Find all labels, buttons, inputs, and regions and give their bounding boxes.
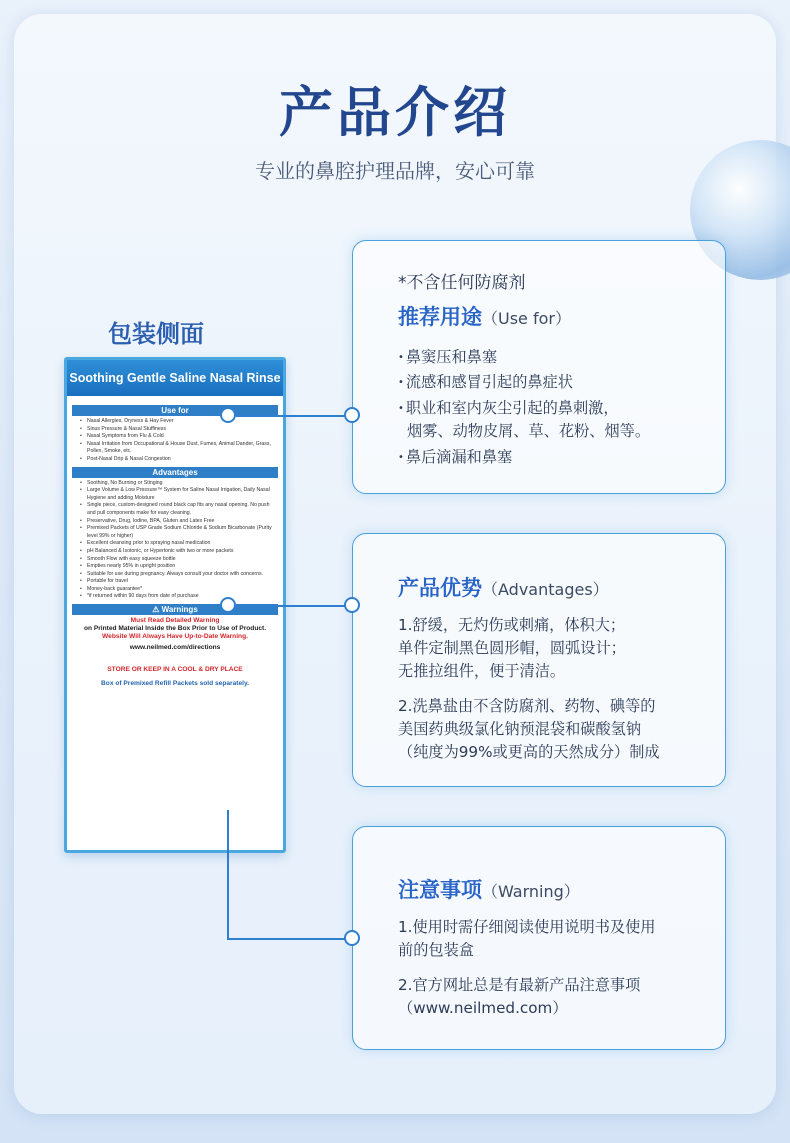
list-item: • Preservative, Drug, Iodine, BPA, Gluten and Latex Free [80,518,278,526]
list-item: • Excellent cleansing prior to spraying nasal medication [80,540,278,548]
use-panel-content [398,268,650,470]
list-item: • Smooth Flow with easy squeeze bottle [80,556,278,564]
preservative-note: *不含任何防腐剂 [398,273,526,293]
text-line: （www.neilmed.com） [398,999,568,1017]
list-item: • *if returned within 90 days from date of purchase [80,593,278,601]
text-line: 前的包装盒 [398,941,474,959]
list-item: • Sinus Pressure & Nasal Stuffiness [80,426,278,434]
list-item: • 鼻窦压和鼻塞 [398,345,650,370]
list-item: • Premixed Packets of USP Grade Sodium Chloride & Sodium Bicarbonate (Purity level 99% or higher) [80,525,278,540]
use-for-list [72,418,278,464]
list-item: • Nasal Symptoms from Flu & Cold [80,433,278,441]
connector-line-warn-vertical [227,810,229,940]
list-item: • Single piece, custom-designed round black cap fits any nasal opening. No push and pull components make for easy cleaning. [80,502,278,517]
adv-panel-content [398,572,660,764]
text-line: 无推拉组件，便于清洁。 [398,662,566,680]
adv-paragraph-2 [398,695,660,764]
list-item: • 流感和感冒引起的鼻症状 [398,370,650,395]
warn-panel-content [398,874,656,1020]
use-list [398,345,650,470]
warning-black-text: on Printed Material Inside the Box Prior to Use of Product. [83,625,267,633]
list-item: • Nasal Irritation from Occupational & House Dust, Fumes, Animal Dander, Grass, Pollen, Smoke, etc. [80,441,278,456]
list-item: • Post-Nasal Drip & Nasal Congestion [80,456,278,464]
connector-line-use [236,415,348,417]
warn-paragraph-1 [398,916,656,962]
text-line: 2.官方网址总是有最新产品注意事项 [398,976,641,994]
text-line: 1.使用时需仔细阅读使用说明书及使用 [398,918,656,936]
page-subtitle: 专业的鼻腔护理品牌，安心可靠 [255,159,535,183]
side-label: 包装侧面 [108,320,204,348]
text-line: 1.舒缓，无灼伤或刺痛，体积大； [398,616,626,634]
list-item: • 职业和室内灰尘引起的鼻刺激， [398,397,650,420]
adv-paragraph-1 [398,614,660,683]
connector-line-warn [227,938,348,940]
warn-panel-title [398,874,656,904]
text-line: 美国药典级氯化钠预混袋和碳酸氢钠 [398,720,641,738]
connector-dot-box-adv [220,597,236,613]
warn-title-cn: 注意事项 [398,878,482,902]
use-title-en: （Use for） [482,309,571,328]
use-panel-title [398,301,650,331]
adv-title-cn: 产品优势 [398,576,482,600]
list-item: • Portable for travel [80,578,278,586]
adv-panel-title [398,572,660,602]
use-title-cn: 推荐用途 [398,305,482,329]
warnings-bar: ⚠ Warnings [72,604,278,615]
text-line: 2.洗鼻盐由不含防腐剂、药物、碘等的 [398,697,656,715]
list-item: • Suitable for use during pregnancy. Always consult your doctor with concerns. [80,571,278,579]
advantages-bar: Advantages [72,467,278,478]
list-item: • Nasal Allergies, Dryness & Hay Fever [80,418,278,426]
list-item: • Soothing, No Burning or Stinging [80,480,278,488]
refill-text: Box of Premixed Refill Packets sold separately. [101,679,249,687]
list-item: • Large Volume & Low Pressure™ System for Saline Nasal Irrigation, Daily Nasal Hygiene and adding Moisture [80,487,278,502]
connector-dot-panel-adv [344,597,360,613]
page-title: 产品介绍 [279,81,511,144]
warning-website-text: Website Will Always Have Up-to-Date Warning. [102,633,248,641]
warning-url: www.neilmed.com/directions [129,643,221,651]
connector-dot-panel-warn [344,930,360,946]
store-text: STORE OR KEEP IN A COOL & DRY PLACE [107,665,243,673]
list-item: • 鼻后滴漏和鼻塞 [398,445,650,470]
list-item: • Empties nearly 95% in upright position [80,563,278,571]
list-item: • pH Balanced & Isotonic, or Hypertonic with two or more packets [80,548,278,556]
list-item-continued: 烟雾、动物皮屑、草、花粉、烟等。 [407,422,650,440]
text-line: （纯度为99%或更高的天然成分）制成 [398,743,660,761]
connector-dot-box-use [220,407,236,423]
use-for-bar: Use for [72,405,278,416]
adv-title-en: （Advantages） [482,580,609,599]
connector-dot-panel-use [344,407,360,423]
box-heading: Soothing Gentle Saline Nasal Rinse [67,360,283,396]
warn-title-en: （Warning） [482,882,580,901]
list-item: • Money-back guarantee* [80,586,278,594]
advantages-list [72,480,278,602]
connector-line-adv [236,605,348,607]
text-line: 单件定制黑色圆形帽，圆弧设计； [398,639,626,657]
warning-red-text: Must Read Detailed Warning [130,617,220,625]
warn-paragraph-2 [398,974,656,1020]
